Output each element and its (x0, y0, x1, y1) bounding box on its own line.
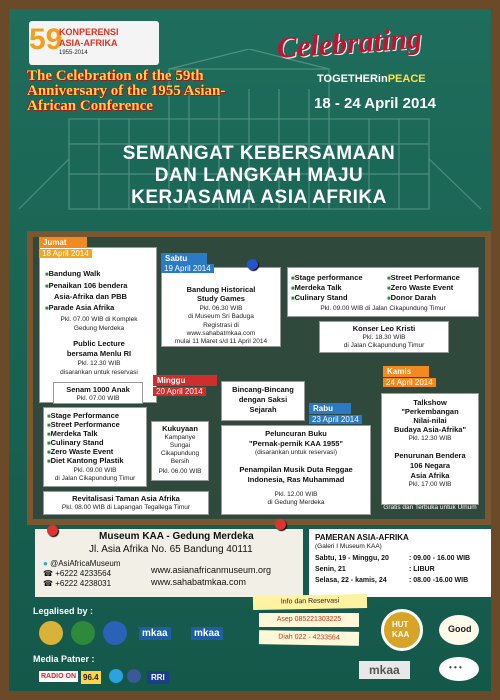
sabtu-date: 19 April 2014 (161, 264, 214, 273)
sabtu-event-r3: ■ Donor Darah (387, 293, 436, 302)
sabtu-games-1: Bandung Historical (186, 285, 256, 294)
sabtu-event-l1: ■ Stage performance (291, 273, 363, 282)
facebook-media-icon (127, 669, 141, 683)
sabtu-games-place: di Museum Sri Baduga (188, 313, 254, 320)
mkaa-footer-logo: mkaa (359, 661, 410, 679)
media-partner-label: Media Patner : (33, 654, 95, 664)
pameran-row-2-days: Senin, 21 (315, 566, 346, 573)
kaa-59-logo (29, 23, 159, 63)
phone-2 (43, 579, 111, 588)
kamis-talk-time: Pkl. 12.30 WIB (408, 435, 452, 442)
rabu-bincang-3: Sejarah (249, 405, 277, 414)
sabtu-games-2: Study Games (197, 294, 245, 303)
minggu-event-6: ■ Diet Kantong Plastik (47, 456, 124, 465)
kamis-talk-4: Budaya Asia-Afrika" (393, 425, 467, 434)
kaa-text: KAA (392, 630, 410, 639)
twitter-text: @AsiAfricaMuseum (50, 559, 121, 568)
sabtu-day-label: Sabtu (161, 253, 207, 264)
sabtu-event-r2: ■ Zero Waste Event (387, 283, 453, 292)
minggu-day-label: Minggu (153, 375, 217, 386)
sabtu-concert: Konser Leo Kristi (352, 324, 416, 333)
kamis-flag-time: Pkl. 17.00 WIB (408, 481, 452, 488)
phone-1-text: +6222 4233564 (55, 569, 112, 578)
event-dates: 18 - 24 April 2014 (314, 95, 437, 112)
kamis-place: di Gedung Merdeka (401, 496, 459, 503)
rri-logo: RRI (147, 671, 169, 684)
rabu-time: Pkl. 12.00 WIB (274, 491, 318, 498)
sabtu-events-time: Pkl. 09.00 WIB di Jalan Cikapundung Timur (320, 305, 446, 312)
kamis-note: Gratis dan Terbuka untuk Umum (383, 504, 477, 511)
sabtu-reg-date: mulai 11 Maret s/d 11 April 2014 (174, 338, 268, 345)
together-text: TOGETHERin (317, 73, 388, 85)
sabtu-event-l3: ■ Culinary Stand (291, 293, 348, 302)
minggu-taman-time: Pkl. 08.00 WIB di Lapangan Tegallega Timur (61, 504, 191, 511)
celebration-title: The Celebration of the 59th Anniversary of the 1955 Asian-African Conference (27, 68, 226, 114)
jumat-date: 18 April 2014 (39, 249, 92, 258)
phone-icon: ☎ (43, 569, 53, 578)
celebrating-script-title: Celebrating (275, 21, 423, 66)
kamis-talk-1: Talkshow (413, 398, 447, 407)
kamis-day-label: Kamis (383, 366, 429, 377)
pameran-row-2-hours: : LIBUR (409, 566, 435, 573)
blue-pushpin-icon (247, 259, 258, 270)
pameran-row-1-hours: : 09.00 - 16.00 WIB (409, 555, 471, 562)
mkaa-sponsor-logo-1: mkaa (139, 627, 171, 640)
jumat-lecture-2: bersama Menlu RI (66, 349, 132, 358)
sabtu-reg-site: www.sahabatmkaa.com (186, 330, 256, 337)
rabu-day-label: Rabu (309, 403, 351, 414)
logo-years: 1955-2014 (59, 50, 88, 56)
good-text: Good (448, 624, 472, 634)
bandung-emblem-icon (103, 621, 127, 645)
jumat-time: Pkl. 07.00 WIB di Komplek (60, 316, 138, 323)
minggu-events-time: Pkl. 09.00 WIB (73, 467, 117, 474)
logo-line2: ASIA-AFRIKA (59, 38, 118, 48)
jumat-lecture-1: Public Lecture (73, 339, 125, 348)
sabtu-concert-place: di Jalan Cikapundung Timur (343, 342, 425, 349)
minggu-senam-time: Pkl. 07.00 WIB (76, 395, 120, 402)
peace-text: PEACE (387, 73, 426, 85)
minggu-kuku-4: Bersih (170, 458, 190, 465)
twitter-media-icon (109, 669, 123, 683)
pameran-row-3-hours: : 08.00 -16.00 WIB (409, 577, 469, 584)
minggu-date: 20 April 2014 (153, 387, 206, 396)
reservasi-diah: Diah 022 - 4233564 (259, 630, 359, 646)
red-pushpin-icon (47, 525, 58, 536)
minggu-kuku-2: Sungai (169, 442, 191, 449)
jumat-event-3: ■ Parade Asia Afrika (45, 303, 114, 312)
legalised-label: Legalised by : (33, 606, 94, 616)
minggu-taman: Revitalisasi Taman Asia Afrika (72, 494, 180, 503)
kamis-talk-3: Nilai-nilai (413, 416, 447, 425)
rabu-place: di Gedung Merdeka (267, 499, 325, 506)
website-2: www.sahabatmkaa.com (151, 577, 247, 587)
rabu-buku-2: "Pernak-pernik KAA 1955" (249, 439, 343, 448)
phone-2-text: +6222 4238031 (55, 579, 112, 588)
rabu-buku-1: Peluncuran Buku (265, 429, 327, 438)
jumat-event-1: ■ Bandung Walk (45, 269, 100, 278)
kamis-flag-3: Asia Afrika (410, 471, 450, 480)
twitter-icon: ● (43, 559, 48, 568)
pameran-row-3-days: Selasa, 22 - kamis, 24 (315, 577, 387, 584)
minggu-event-3: ■ Merdeka Talk (47, 429, 98, 438)
together-in-peace (317, 73, 426, 85)
minggu-event-2: ■ Street Performance (47, 420, 120, 429)
slogan-line-1: SEMANGAT KEBERSAMAAN (122, 143, 396, 164)
minggu-kuku: Kukuyaan (162, 424, 198, 433)
sabtu-event-l2: ■ Merdeka Talk (291, 283, 342, 292)
jumat-event-2: ■ Penaikan 106 bendera (45, 281, 127, 290)
fax-icon: ☎ (43, 579, 53, 588)
pameran-row-1-days: Sabtu, 19 - Minggu, 20 (315, 555, 389, 562)
minggu-kuku-1: Kampanye (164, 434, 196, 441)
rabu-bincang-1: Bincang-Bincang (232, 385, 294, 394)
logo-number: 59 (29, 23, 63, 56)
jumat-day-label: Jumat (39, 237, 87, 248)
kamis-date: 24 April 2014 (383, 378, 436, 387)
kamis-flag-2: 106 Negara (409, 461, 451, 470)
rabu-date: 23 April 2014 (309, 415, 362, 424)
sabtu-concert-time: Pkl. 18.30 WIB (362, 334, 406, 341)
pameran-title: PAMERAN ASIA-AFRIKA (315, 533, 409, 542)
hut-text: HUT (392, 620, 409, 629)
twitter-handle (43, 559, 120, 568)
radio-964-logo: 96.4 (83, 673, 99, 682)
rabu-bincang-2: dengan Saksi (238, 395, 288, 404)
mkaa-sponsor-logo-2: mkaa (191, 627, 223, 640)
slogan-line-2: DAN LANGKAH MAJU (154, 165, 364, 186)
garuda-emblem-icon (39, 621, 63, 645)
slogan-line-3: KERJASAMA ASIA AFRIKA (131, 187, 387, 208)
minggu-kuku-3: Cikapundung (160, 450, 200, 457)
logo-line1: KONPERENSI (59, 27, 119, 37)
minggu-kuku-time: Pkl. 06.00 WIB (158, 468, 202, 475)
rabu-buku-note: (disarankan untuk reservasi) (254, 449, 337, 456)
kamis-flag-1: Penurunan Bendera (394, 451, 466, 460)
jumat-lecture-time: Pkl. 12.30 WIB (77, 360, 121, 367)
minggu-event-5: ■ Zero Waste Event (47, 447, 113, 456)
kamis-talk-2: "Perkembangan (401, 407, 459, 416)
minggu-event-1: ■ Stage Performance (47, 411, 119, 420)
sabtu-games-time: Pkl. 06.30 WIB (199, 305, 243, 312)
minggu-senam: Senam 1000 Anak (66, 385, 130, 394)
pameran-subtitle: (Galeri I Museum KAA) (315, 543, 382, 550)
radio-on-logo: RADIO ON (41, 673, 76, 680)
museum-name: Museum KAA - Gedung Merdeka (99, 531, 254, 542)
jumat-event-2b: Asia-Afrika dan PBB (54, 292, 127, 301)
jabar-emblem-icon (71, 621, 95, 645)
minggu-event-4: ■ Culinary Stand (47, 438, 104, 447)
rabu-musik-2: Indonesia, Ras Muhammad (247, 475, 345, 484)
reservasi-asep: Asep 085221303225 (259, 613, 359, 627)
jumat-lecture-note: disarankan untuk reservasi (60, 369, 138, 376)
minggu-events-place: di Jalan Cikapundung Timur (54, 475, 136, 482)
museum-address: Jl. Asia Afrika No. 65 Bandung 40111 (89, 544, 253, 555)
sabtu-reg-label: Registrasi di (203, 322, 239, 329)
sabtu-event-r1: ■ Street Performance (387, 273, 460, 282)
rabu-musik-1: Penampilan Musik Duta Reggae (239, 465, 353, 474)
red-pushpin-icon-2 (275, 519, 286, 530)
dots-text: • • • (449, 663, 462, 672)
jumat-place: Gedung Merdeka (73, 325, 125, 332)
website-1: www.asianafricanmuseum.org (151, 565, 272, 575)
reservasi-title: Info dan Reservasi (253, 594, 367, 610)
phone-1 (43, 569, 111, 578)
